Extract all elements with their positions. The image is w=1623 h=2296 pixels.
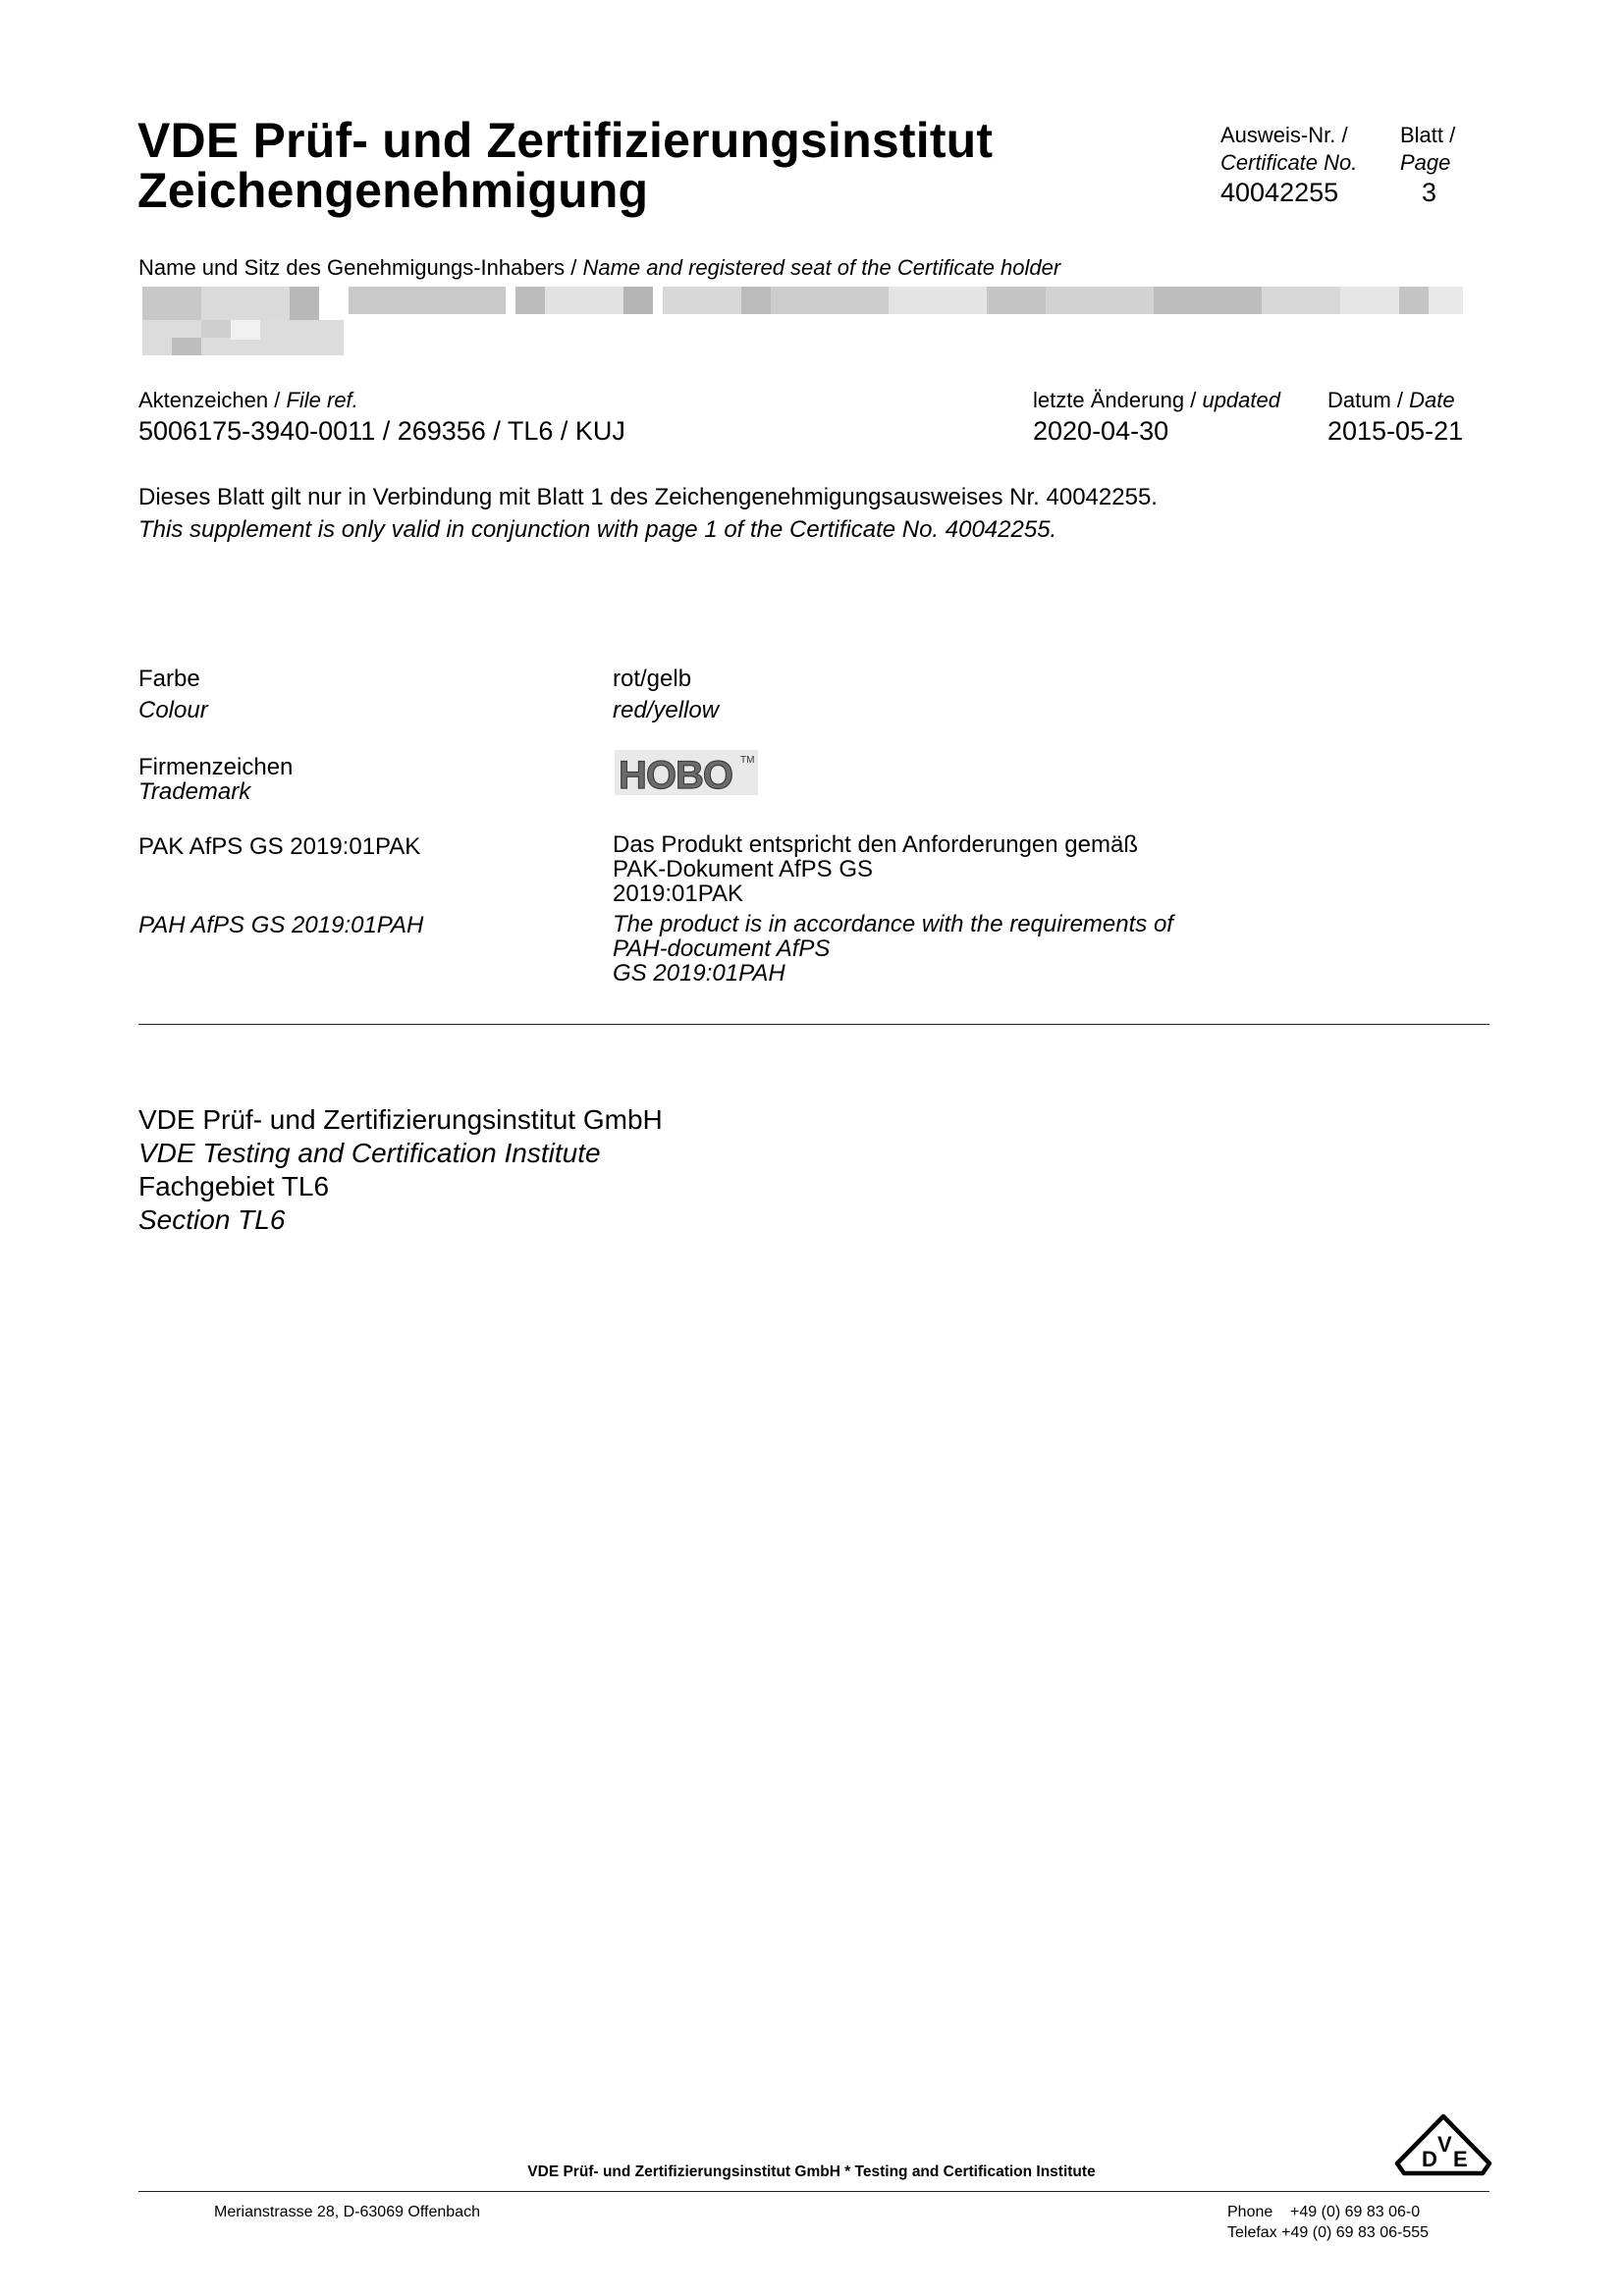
file-ref-label-de: Aktenzeichen / [138,388,287,412]
colour-label-en: Colour [138,697,208,723]
pak-text-line-2: PAK-Dokument AfPS GS [613,856,873,882]
updated-label-de: letzte Änderung / [1033,388,1203,412]
pah-text-line-2: PAH-document AfPS [613,935,831,962]
colour-value-de: rot/gelb [613,666,692,692]
redacted-holder-name [142,287,1463,355]
trademark-tm-mark: TM [740,755,755,766]
file-ref-value: 5006175-3940-0011 / 269356 / TL6 / KUJ [138,416,625,446]
holder-label [138,254,1060,282]
title-line-2: Zeichengenehmigung [137,163,649,218]
title-line-1: VDE Prüf- und Zertifizierungsinstitut [137,113,994,168]
pak-text-line-3: 2019:01PAK [613,881,743,907]
pak-text-line-1: Das Produkt entspricht den Anforderungen gemäß [613,831,1138,858]
pah-description [613,912,1173,986]
signature-block [138,1103,663,1237]
updated-label-en: updated [1202,388,1280,412]
updated-label [1033,387,1280,414]
date-label [1327,387,1455,414]
signature-line-1: VDE Prüf- und Zertifizierungsinstitut GmbH [138,1104,663,1135]
signature-line-4: Section TL6 [138,1204,286,1235]
page-number: 3 [1422,178,1437,207]
signature-line-2: VDE Testing and Certification Institute [138,1138,601,1168]
vde-logo-e: E [1453,2147,1468,2171]
date-value: 2015-05-21 [1327,416,1464,446]
file-ref-label [138,387,358,414]
holder-label-de: Name und Sitz des Genehmigungs-Inhabers / [138,255,583,280]
signature-line-3: Fachgebiet TL6 [138,1171,330,1201]
pah-label: PAH AfPS GS 2019:01PAH [138,912,424,938]
document-title [137,113,994,218]
date-label-en: Date [1409,388,1455,412]
footer-phone [1227,2202,1420,2222]
footer-address: Merianstrasse 28, D-63069 Offenbach [214,2204,480,2220]
pah-text-line-1: The product is in accordance with the requirements of [613,911,1173,937]
footer-fax-value: +49 (0) 69 83 06-555 [1281,2224,1430,2241]
pah-text-line-3: GS 2019:01PAH [613,960,785,987]
trademark-label-en: Trademark [138,778,251,805]
page-label-en: Page [1400,150,1451,175]
vde-logo-icon [1392,2112,1494,2183]
certificate-label-de: Ausweis-Nr. / [1220,123,1348,147]
date-label-de: Datum / [1327,388,1410,412]
trademark-logo [615,750,758,795]
page-number-block [1400,122,1455,208]
footer-divider [138,2191,1489,2192]
trademark-label-de: Firmenzeichen [138,754,294,780]
footer-phone-label: Phone [1227,2204,1273,2220]
file-ref-label-en: File ref. [286,388,358,412]
footer-phone-value: +49 (0) 69 83 06-0 [1290,2204,1421,2220]
pak-label: PAK AfPS GS 2019:01PAK [138,833,421,860]
footer-fax-label: Telefax [1227,2224,1277,2241]
vde-logo-v: V [1437,2132,1452,2157]
certificate-label-en: Certificate No. [1220,150,1358,175]
vde-logo-d: D [1422,2147,1437,2171]
trademark-logo-text: HOBO [619,754,732,795]
footer-institute-name: VDE Prüf- und Zertifizierungsinstitut GmbH * Testing and Certification Institute [527,2163,1096,2180]
certificate-number-block [1220,122,1357,208]
page-label-de: Blatt / [1400,123,1456,147]
section-divider [138,1024,1489,1025]
colour-value-en: red/yellow [613,697,720,723]
footer-fax [1227,2222,1429,2243]
colour-label-de: Farbe [138,666,200,692]
pak-description [613,832,1138,906]
validity-statement-en: This supplement is only valid in conjunction with page 1 of the Certificate No. 40042255. [138,516,1057,543]
trademark-logo-graphic [615,750,758,795]
holder-label-en: Name and registered seat of the Certificate holder [582,255,1061,280]
updated-value: 2020-04-30 [1033,416,1169,446]
vde-logo [1392,2112,1494,2183]
certificate-number: 40042255 [1220,178,1339,207]
validity-statement-de: Dieses Blatt gilt nur in Verbindung mit Blatt 1 des Zeichengenehmigungsausweises Nr. 40042255. [138,484,1158,510]
